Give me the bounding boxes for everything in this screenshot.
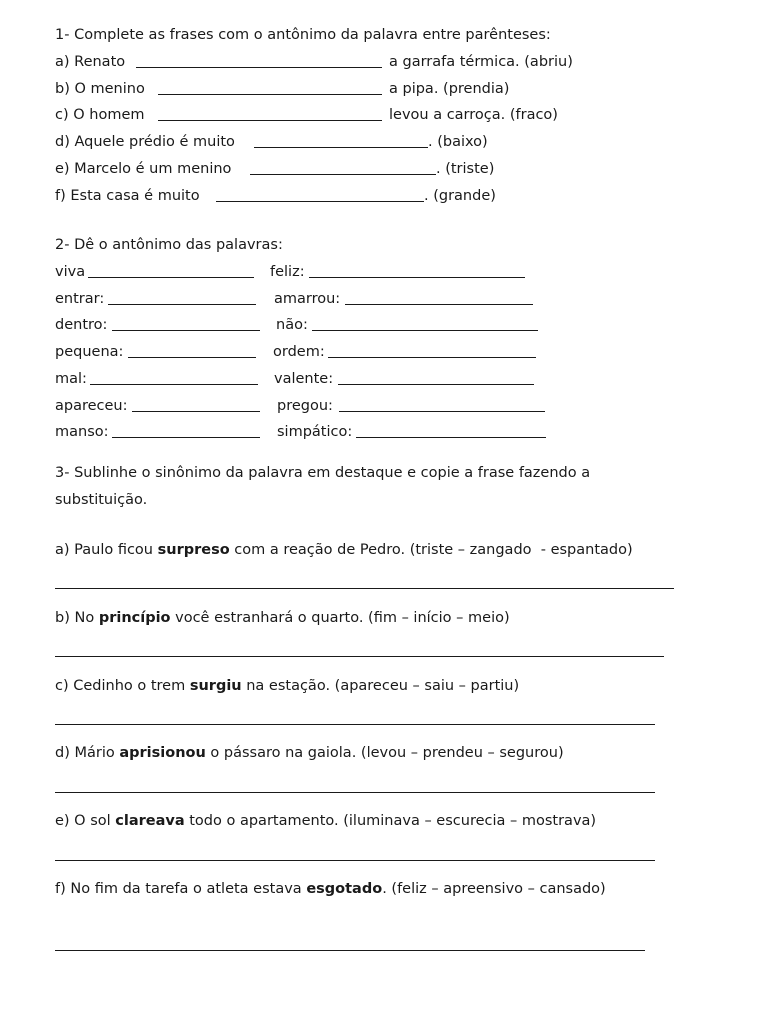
- exercise-1-item-f-rest: . (grande): [424, 188, 496, 204]
- exercise-3-item-d: d) Mário aprisionou o pássaro na gaiola. (levou – prendeu – segurou): [55, 745, 564, 761]
- highlighted-word: surgiu: [189, 678, 242, 694]
- highlighted-word: aprisionou: [119, 745, 206, 761]
- exercise-1-item-c-rest: levou a carroça. (fraco): [389, 107, 558, 123]
- antonym-word: manso:: [55, 424, 109, 440]
- answer-blank[interactable]: [250, 174, 436, 175]
- antonym-word: mal:: [55, 371, 87, 387]
- answer-blank[interactable]: [356, 437, 546, 438]
- answer-blank[interactable]: [338, 384, 534, 385]
- exercise-1-item-e-rest: . (triste): [436, 161, 495, 177]
- answer-blank[interactable]: [345, 304, 533, 305]
- answer-line[interactable]: [55, 792, 655, 793]
- answer-blank[interactable]: [136, 67, 382, 68]
- exercise-1-item-b: b) O menino: [55, 81, 145, 97]
- exercise-3-title-cont: substituição.: [55, 492, 148, 508]
- antonym-word: viva: [55, 264, 86, 280]
- exercise-1-item-f: f) Esta casa é muito: [55, 188, 200, 204]
- answer-blank[interactable]: [339, 411, 545, 412]
- answer-blank[interactable]: [108, 304, 256, 305]
- answer-blank[interactable]: [158, 120, 382, 121]
- highlighted-word: clareava: [115, 813, 185, 829]
- answer-line[interactable]: [55, 950, 645, 951]
- answer-line[interactable]: [55, 588, 674, 589]
- antonym-word: pregou:: [277, 398, 333, 414]
- antonym-word: valente:: [274, 371, 334, 387]
- answer-blank[interactable]: [88, 277, 254, 278]
- answer-blank[interactable]: [309, 277, 525, 278]
- answer-blank[interactable]: [254, 147, 428, 148]
- answer-blank[interactable]: [112, 330, 260, 331]
- exercise-3-item-c: c) Cedinho o trem surgiu na estação. (apareceu – saiu – partiu): [55, 678, 520, 694]
- answer-blank[interactable]: [158, 94, 382, 95]
- answer-blank[interactable]: [128, 357, 256, 358]
- exercise-1-item-c: c) O homem: [55, 107, 145, 123]
- antonym-word: pequena:: [55, 344, 124, 360]
- answer-blank[interactable]: [312, 330, 538, 331]
- exercise-3-title: 3- Sublinhe o sinônimo da palavra em destaque e copie a frase fazendo a: [55, 465, 591, 481]
- exercise-2-title: 2- Dê o antônimo das palavras:: [55, 237, 283, 253]
- highlighted-word: princípio: [98, 610, 171, 626]
- exercise-1-item-a-rest: a garrafa térmica. (abriu): [389, 54, 573, 70]
- antonym-word: entrar:: [55, 291, 105, 307]
- exercise-3-item-e: e) O sol clareava todo o apartamento. (iluminava – escurecia – mostrava): [55, 813, 597, 829]
- answer-line[interactable]: [55, 724, 655, 725]
- exercise-1-item-d: d) Aquele prédio é muito: [55, 134, 235, 150]
- exercise-1-item-d-rest: . (baixo): [428, 134, 488, 150]
- exercise-1-title: 1- Complete as frases com o antônimo da palavra entre parênteses:: [55, 27, 551, 43]
- exercise-3-item-b: b) No princípio você estranhará o quarto. (fim – início – meio): [55, 610, 510, 626]
- highlighted-word: esgotado: [306, 881, 383, 897]
- exercise-1-item-e: e) Marcelo é um menino: [55, 161, 232, 177]
- answer-blank[interactable]: [132, 411, 260, 412]
- answer-line[interactable]: [55, 860, 655, 861]
- answer-blank[interactable]: [328, 357, 536, 358]
- antonym-word: dentro:: [55, 317, 108, 333]
- exercise-3-item-f: f) No fim da tarefa o atleta estava esgotado. (feliz – apreensivo – cansado): [55, 881, 606, 897]
- answer-blank[interactable]: [216, 201, 424, 202]
- answer-blank[interactable]: [90, 384, 258, 385]
- answer-line[interactable]: [55, 656, 664, 657]
- antonym-word: feliz:: [270, 264, 305, 280]
- exercise-3-item-a: a) Paulo ficou surpreso com a reação de Pedro. (triste – zangado - espantado): [55, 542, 633, 558]
- answer-blank[interactable]: [112, 437, 260, 438]
- antonym-word: ordem:: [273, 344, 325, 360]
- highlighted-word: surpreso: [157, 542, 230, 558]
- exercise-1-item-b-rest: a pipa. (prendia): [389, 81, 510, 97]
- antonym-word: amarrou:: [274, 291, 341, 307]
- exercise-1-item-a: a) Renato: [55, 54, 126, 70]
- antonym-word: não:: [276, 317, 308, 333]
- antonym-word: apareceu:: [55, 398, 128, 414]
- antonym-word: simpático:: [277, 424, 353, 440]
